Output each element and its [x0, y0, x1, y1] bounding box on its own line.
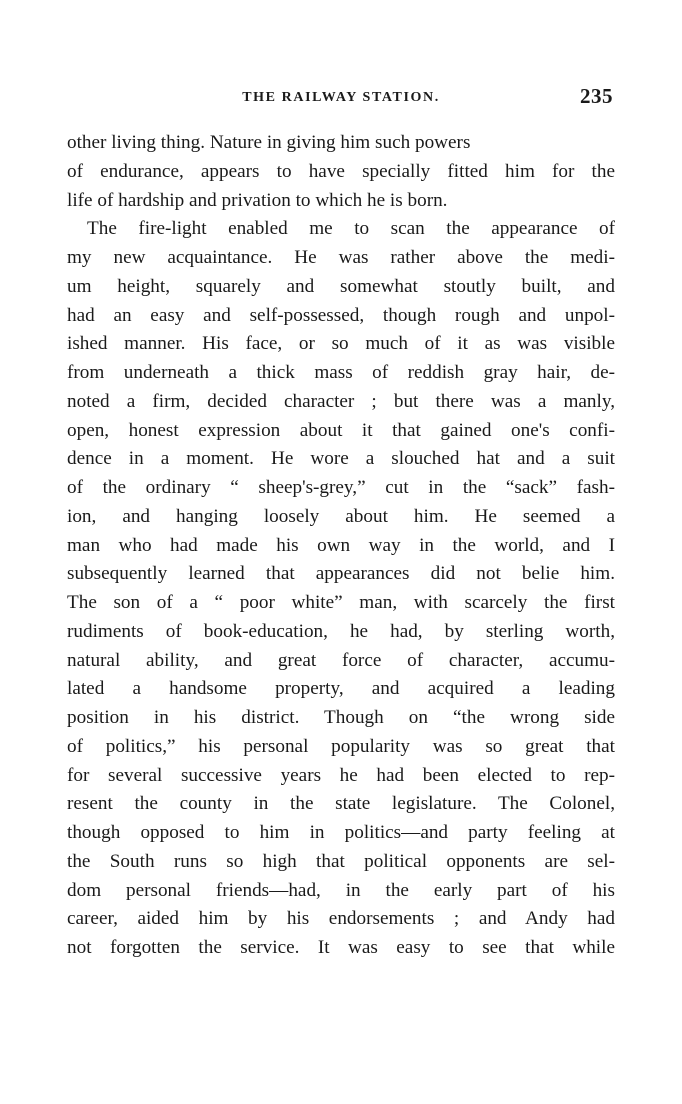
text-line: ished manner. His face, or so much of it as was visible	[67, 333, 615, 355]
text-line: man who had made his own way in the world, and I	[67, 534, 615, 556]
text-line: had an easy and self-possessed, though rough and unpol-	[67, 304, 615, 326]
text-line: um height, squarely and somewhat stoutly built, and	[67, 275, 615, 297]
text-line: life of hardship and privation to which he is born.	[67, 189, 448, 211]
text-line: of the ordinary “ sheep's-grey,” cut in the “sack” fash-	[67, 477, 615, 498]
text-line: though opposed to him in politics—and party feeling at	[67, 822, 615, 843]
text-line: career, aided him by his endorsements ; and Andy had	[67, 908, 615, 930]
text-line: resent the county in the state legislature. The Colonel,	[67, 793, 615, 815]
text-line: noted a firm, decided character ; but there was a manly,	[67, 390, 615, 412]
text-line: lated a handsome property, and acquired a leading	[67, 678, 615, 700]
text-line: not forgotten the service. It was easy to see that while	[67, 937, 615, 958]
text-line: of endurance, appears to have specially fitted him for the	[67, 160, 615, 182]
text-line: from underneath a thick mass of reddish gray hair, de-	[67, 362, 615, 383]
text-line: dence in a moment. He wore a slouched hat and a suit	[67, 448, 615, 470]
text-line: dom personal friends—had, in the early part of his	[67, 879, 615, 901]
running-head	[67, 86, 615, 112]
text-line: natural ability, and great force of character, accumu-	[67, 649, 615, 671]
text-line: the South runs so high that political opponents are sel-	[67, 850, 615, 872]
text-line: The son of a “ poor white” man, with scarcely the first	[67, 592, 615, 613]
text-line: subsequently learned that appearances did not belie him.	[67, 563, 615, 585]
text-line: open, honest expression about it that gained one's confi-	[67, 419, 615, 441]
text-line: my new acquaintance. He was rather above the medi-	[67, 247, 615, 268]
text-line: other living thing. Nature in giving him such powers	[67, 132, 471, 153]
text-line: for several successive years he had been elected to rep-	[67, 764, 615, 786]
body-text	[67, 129, 615, 963]
text-line: position in his district. Though on “the wrong side	[67, 707, 615, 728]
paragraph-first-line: The fire-light enabled me to scan the appearance of	[87, 218, 615, 240]
text-line: rudiments of book-education, he had, by sterling worth,	[67, 620, 615, 642]
text-line: of politics,” his personal popularity was so great that	[67, 735, 615, 757]
running-title: THE RAILWAY STATION.	[242, 90, 440, 105]
page-number: 235	[580, 84, 613, 108]
text-line: ion, and hanging loosely about him. He seemed a	[67, 505, 615, 527]
